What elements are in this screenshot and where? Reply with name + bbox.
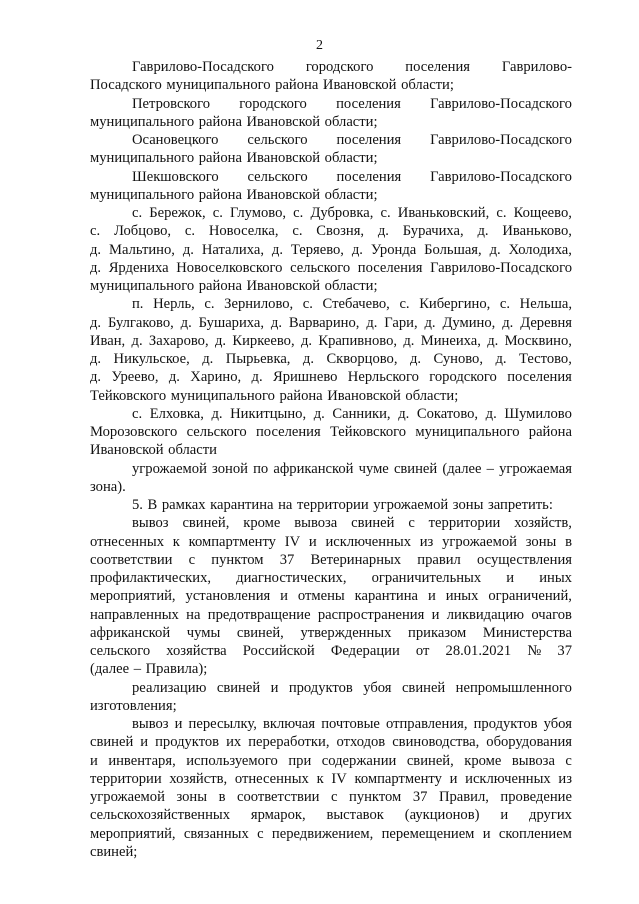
text-line: профилактических, диагностических, ограничительных и иных bbox=[90, 570, 572, 586]
text-line: д. Булгаково, д. Бушариха, д. Варварино, д. Гари, д. Думино, д. Деревня bbox=[90, 314, 572, 331]
text-line: Морозовского сельского поселения Тейковского муниципального района bbox=[90, 424, 572, 440]
text-line: направленных на предотвращение распространения и ликвидацию очагов bbox=[90, 606, 572, 623]
text-line: сельского хозяйства Российской Федерации от 28.01.2021 № 37 bbox=[90, 643, 572, 659]
text-line: д. Никульское, д. Пырьевка, д. Скворцово, д. Суново, д. Тестово, bbox=[90, 351, 572, 367]
text-line: мероприятий, установления и отмены карантина и иных ограничений, bbox=[90, 588, 572, 605]
text-line: д. Уреево, д. Харино, д. Яришнево Нерльского городского поселения bbox=[90, 369, 572, 386]
text-line: изготовления; bbox=[90, 697, 177, 714]
text-line: африканской чумы свиней, утвержденных приказом Министерства bbox=[90, 624, 572, 641]
text-line: с. Бережок, с. Глумово, с. Дубровка, с. Иваньковский, с. Кощеево, bbox=[132, 205, 572, 221]
text-line: угрожаемой зоны в соответствии с пунктом 37 Правил, проведение bbox=[90, 789, 572, 805]
text-line: угрожаемой зоной по африканской чуме свиней (далее – угрожаемая bbox=[132, 460, 572, 477]
text-line: зона). bbox=[90, 478, 126, 495]
text-line: с. Елховка, д. Никитцыно, д. Санники, д. Сокатово, д. Шумилово bbox=[132, 405, 572, 422]
text-line: вывоз свиней, кроме вывоза свиней с территории хозяйств, bbox=[132, 515, 572, 532]
text-line: муниципального района Ивановской области; bbox=[90, 186, 378, 203]
text-line: Гаврилово-Посадского городского поселения Гаврилово- bbox=[132, 59, 572, 75]
text-line: Петровского городского поселения Гаврилово-Посадского bbox=[132, 95, 572, 112]
text-line: и инвентаря, используемого при содержании свиней, кроме вывоза с bbox=[90, 752, 572, 769]
text-line: Тейковского муниципального района Ивановской области; bbox=[90, 387, 459, 404]
text-line: территории хозяйств, отнесенных к IV компартменту и исключенных из bbox=[90, 770, 572, 787]
text-line: (далее – Правила); bbox=[90, 661, 208, 678]
text-line: мероприятий, связанных с передвижением, перемещением и скоплением bbox=[90, 825, 572, 842]
text-line: сельскохозяйственных ярмарок, выставок (аукционов) и других bbox=[90, 807, 572, 824]
text-line: Иван, д. Захарово, д. Киркеево, д. Крапивново, д. Минеиха, д. Москвино, bbox=[90, 332, 572, 349]
text-line: муниципального района Ивановской области; bbox=[90, 278, 378, 294]
text-line: вывоз и пересылку, включая почтовые отправления, продуктов убоя bbox=[132, 716, 572, 732]
page-number: 2 bbox=[316, 38, 323, 53]
text-line: муниципального района Ивановской области; bbox=[90, 113, 378, 130]
text-line: 5. В рамках карантина на территории угрожаемой зоны запретить: bbox=[132, 497, 553, 513]
text-line: Посадского муниципального района Ивановской области; bbox=[90, 77, 454, 94]
text-line: д. Ярдениха Новоселковского сельского поселения Гаврилово-Посадского bbox=[90, 259, 572, 276]
text-line: соответствии с пунктом 37 Ветеринарных правил осуществления bbox=[90, 551, 572, 568]
text-line: с. Лобцово, с. Новоселка, с. Свозня, д. Бурачиха, д. Иваньково, bbox=[90, 223, 572, 240]
text-line: Шекшовского сельского поселения Гаврилово-Посадского bbox=[132, 168, 572, 185]
text-line: Осановецкого сельского поселения Гаврилово-Посадского bbox=[132, 132, 572, 148]
text-line: Ивановской области bbox=[90, 442, 217, 459]
text-line: п. Нерль, с. Зернилово, с. Стебачево, с. Кибергино, с. Нельша, bbox=[132, 296, 572, 313]
text-line: свиней и продуктов их переработки, отходов свиноводства, оборудования bbox=[90, 734, 572, 751]
body-text bbox=[90, 58, 572, 861]
text-line: реализацию свиней и продуктов убоя свиней непромышленного bbox=[132, 679, 572, 696]
text-line: д. Мальтино, д. Наталиха, д. Теряево, д. Уронда Большая, д. Холодиха, bbox=[90, 241, 572, 258]
text-line: отнесенных к компартменту IV и исключенных из угрожаемой зоны в bbox=[90, 533, 572, 550]
text-line: муниципального района Ивановской области; bbox=[90, 150, 378, 167]
text-line: свиней; bbox=[90, 843, 138, 860]
